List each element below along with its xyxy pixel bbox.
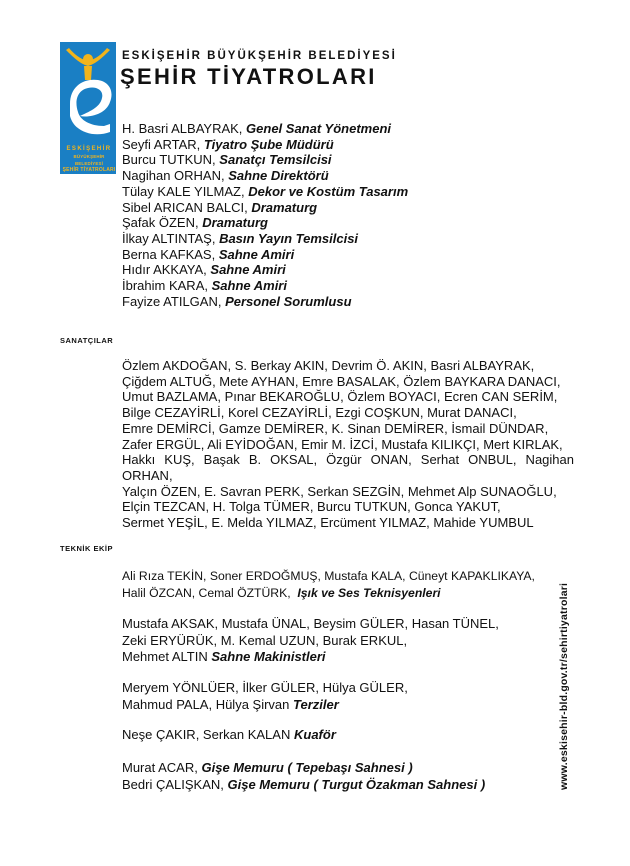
staff-role: Personel Sorumlusu — [225, 293, 352, 309]
page-title: ŞEHİR TİYATROLARI — [120, 64, 377, 89]
staff-row — [122, 215, 408, 231]
technical-heading: TEKNİK EKİP — [60, 544, 114, 553]
logo-wordmark — [62, 146, 116, 174]
staff-row — [122, 294, 408, 310]
staff-name: Nagihan ORHAN, — [122, 168, 225, 184]
artists-line: Emre DEMİRCİ, Gamze DEMİRER, K. Sinan DEMİRER, İsmail DÜNDAR, — [122, 420, 549, 436]
tech-names: Murat ACAR, — [122, 760, 198, 775]
tech-group-hairdresser — [122, 727, 336, 744]
staff-row — [122, 121, 408, 137]
tech-names: Mehmet ALTIN — [122, 649, 208, 664]
tech-role: Kuaför — [293, 727, 336, 742]
artists-line: Hakkı KUŞ, Başak B. OKSAL, Özgür ONAN, Serhat ONBUL, Nagihan ORHAN, — [122, 452, 574, 483]
staff-row — [122, 200, 408, 216]
logo-line-2: BÜYÜKŞEHİR BELEDİYESİ — [73, 154, 105, 166]
staff-role: Sahne Amiri — [210, 262, 286, 278]
staff-name: Seyfi ARTAR, — [122, 136, 201, 152]
artists-line: Sermet YEŞİL, E. Melda YILMAZ, Ercüment YILMAZ, Mahide YUMBUL — [122, 515, 534, 531]
tech-line — [122, 585, 535, 602]
artists-line: Bilge CEZAYİRLİ, Korel CEZAYİRLİ, Ezgi COŞKUN, Murat DANACI, — [122, 405, 517, 421]
artists-line: Umut BAZLAMA, Pınar BEKAROĞLU, Özlem BOYACI, Ecren CAN SERİM, — [122, 389, 558, 405]
artists-list — [122, 358, 574, 531]
artists-line: Yalçın ÖZEN, E. Savran PERK, Serkan SEZGİN, Mehmet Alp SUNAOĞLU, — [122, 483, 557, 499]
tech-line: Meryem YÖNLÜER, İlker GÜLER, Hülya GÜLER, — [122, 680, 408, 695]
staff-name: İlkay ALTINTAŞ, — [122, 230, 216, 246]
tech-names: Neşe ÇAKIR, Serkan KALAN — [122, 727, 291, 742]
tech-group-stagehands — [122, 616, 499, 666]
tech-line — [122, 760, 485, 777]
tech-line — [122, 697, 408, 714]
staff-name: Burcu TUTKUN, — [122, 152, 216, 168]
staff-row — [122, 152, 408, 168]
staff-role: Sahne Amiri — [211, 278, 287, 294]
tech-line — [122, 727, 336, 744]
tech-role: Terziler — [293, 696, 339, 712]
theatre-logo — [60, 42, 116, 174]
artists-line: Elçin TEZCAN, H. Tolga TÜMER, Burcu TUTKUN, Gonca YAKUT, — [122, 499, 501, 515]
tech-role: Gişe Memuru ( Tepebaşı Sahnesi ) — [201, 760, 413, 775]
tech-group-box-office — [122, 760, 485, 793]
tech-names: Mahmud PALA, Hülya Şirvan — [122, 696, 290, 712]
organization-name: ESKİŞEHİR BÜYÜKŞEHİR BELEDİYESİ — [122, 50, 397, 62]
staff-role: Dekor ve Kostüm Tasarım — [248, 183, 409, 199]
staff-name: Fayize ATILGAN, — [122, 293, 222, 309]
website-url[interactable]: www.eskisehir-bld.gov.tr/sehirtiyatrolari — [558, 582, 570, 790]
tech-names: Bedri ÇALIŞKAN, — [122, 776, 224, 792]
staff-row — [122, 231, 408, 247]
logo-line-1: ESKİŞEHİR — [66, 146, 112, 152]
tech-line — [122, 649, 499, 666]
staff-role: Tiyatro Şube Müdürü — [203, 136, 334, 152]
artists-line: Zafer ERGÜL, Ali EYİDOĞAN, Emir M. İZCİ, Mustafa KILIKÇI, Mert KIRLAK, — [122, 436, 563, 452]
tech-role: Sahne Makinistleri — [211, 649, 326, 664]
staff-role: Sahne Direktörü — [228, 168, 329, 184]
staff-name: Sibel ARICAN BALCI, — [122, 199, 248, 215]
staff-role: Basın Yayın Temsilcisi — [219, 230, 359, 246]
tech-group-tailors — [122, 680, 408, 713]
tech-role: Işık ve Ses Teknisyenleri — [297, 585, 441, 600]
staff-role: Dramaturg — [202, 215, 268, 231]
staff-name: Hıdır AKKAYA, — [122, 262, 207, 278]
tech-line: Zeki ERYÜRÜK, M. Kemal UZUN, Burak ERKUL, — [122, 632, 408, 648]
artists-heading: SANATÇILAR — [60, 336, 114, 345]
tech-line — [122, 777, 485, 794]
tech-role: Gişe Memuru ( Turgut Özakman Sahnesi ) — [227, 776, 486, 792]
staff-row — [122, 278, 408, 294]
staff-row — [122, 262, 408, 278]
staff-row — [122, 137, 408, 153]
staff-row — [122, 247, 408, 263]
staff-name: İbrahim KARA, — [122, 278, 208, 294]
staff-name: Tülay KALE YILMAZ, — [122, 183, 245, 199]
staff-list — [122, 121, 408, 309]
staff-role: Genel Sanat Yönetmeni — [246, 121, 392, 136]
staff-role: Sanatçı Temsilcisi — [219, 152, 332, 168]
staff-name: H. Basri ALBAYRAK, — [122, 121, 243, 136]
staff-name: Berna KAFKAS, — [122, 246, 216, 262]
tech-line: Ali Rıza TEKİN, Soner ERDOĞMUŞ, Mustafa KALA, Cüneyt KAPAKLIKAYA, — [122, 569, 535, 583]
staff-role: Dramaturg — [251, 199, 318, 215]
tech-line: Mustafa AKSAK, Mustafa ÜNAL, Beysim GÜLER, Hasan TÜNEL, — [122, 616, 499, 631]
logo-line-3: ŞEHİR TİYATROLARI — [62, 167, 116, 173]
tech-names: Halil ÖZCAN, Cemal ÖZTÜRK, — [122, 585, 291, 600]
staff-role: Sahne Amiri — [218, 246, 295, 262]
artists-line: Özlem AKDOĞAN, S. Berkay AKIN, Devrim Ö. AKIN, Basri ALBAYRAK, — [122, 358, 535, 373]
staff-row — [122, 184, 408, 200]
staff-row — [122, 168, 408, 184]
staff-name: Şafak ÖZEN, — [122, 215, 199, 231]
artists-line: Çiğdem ALTUĞ, Mete AYHAN, Emre BASALAK, Özlem BAYKARA DANACI, — [122, 373, 561, 389]
tech-group-lighting-sound — [122, 568, 535, 601]
